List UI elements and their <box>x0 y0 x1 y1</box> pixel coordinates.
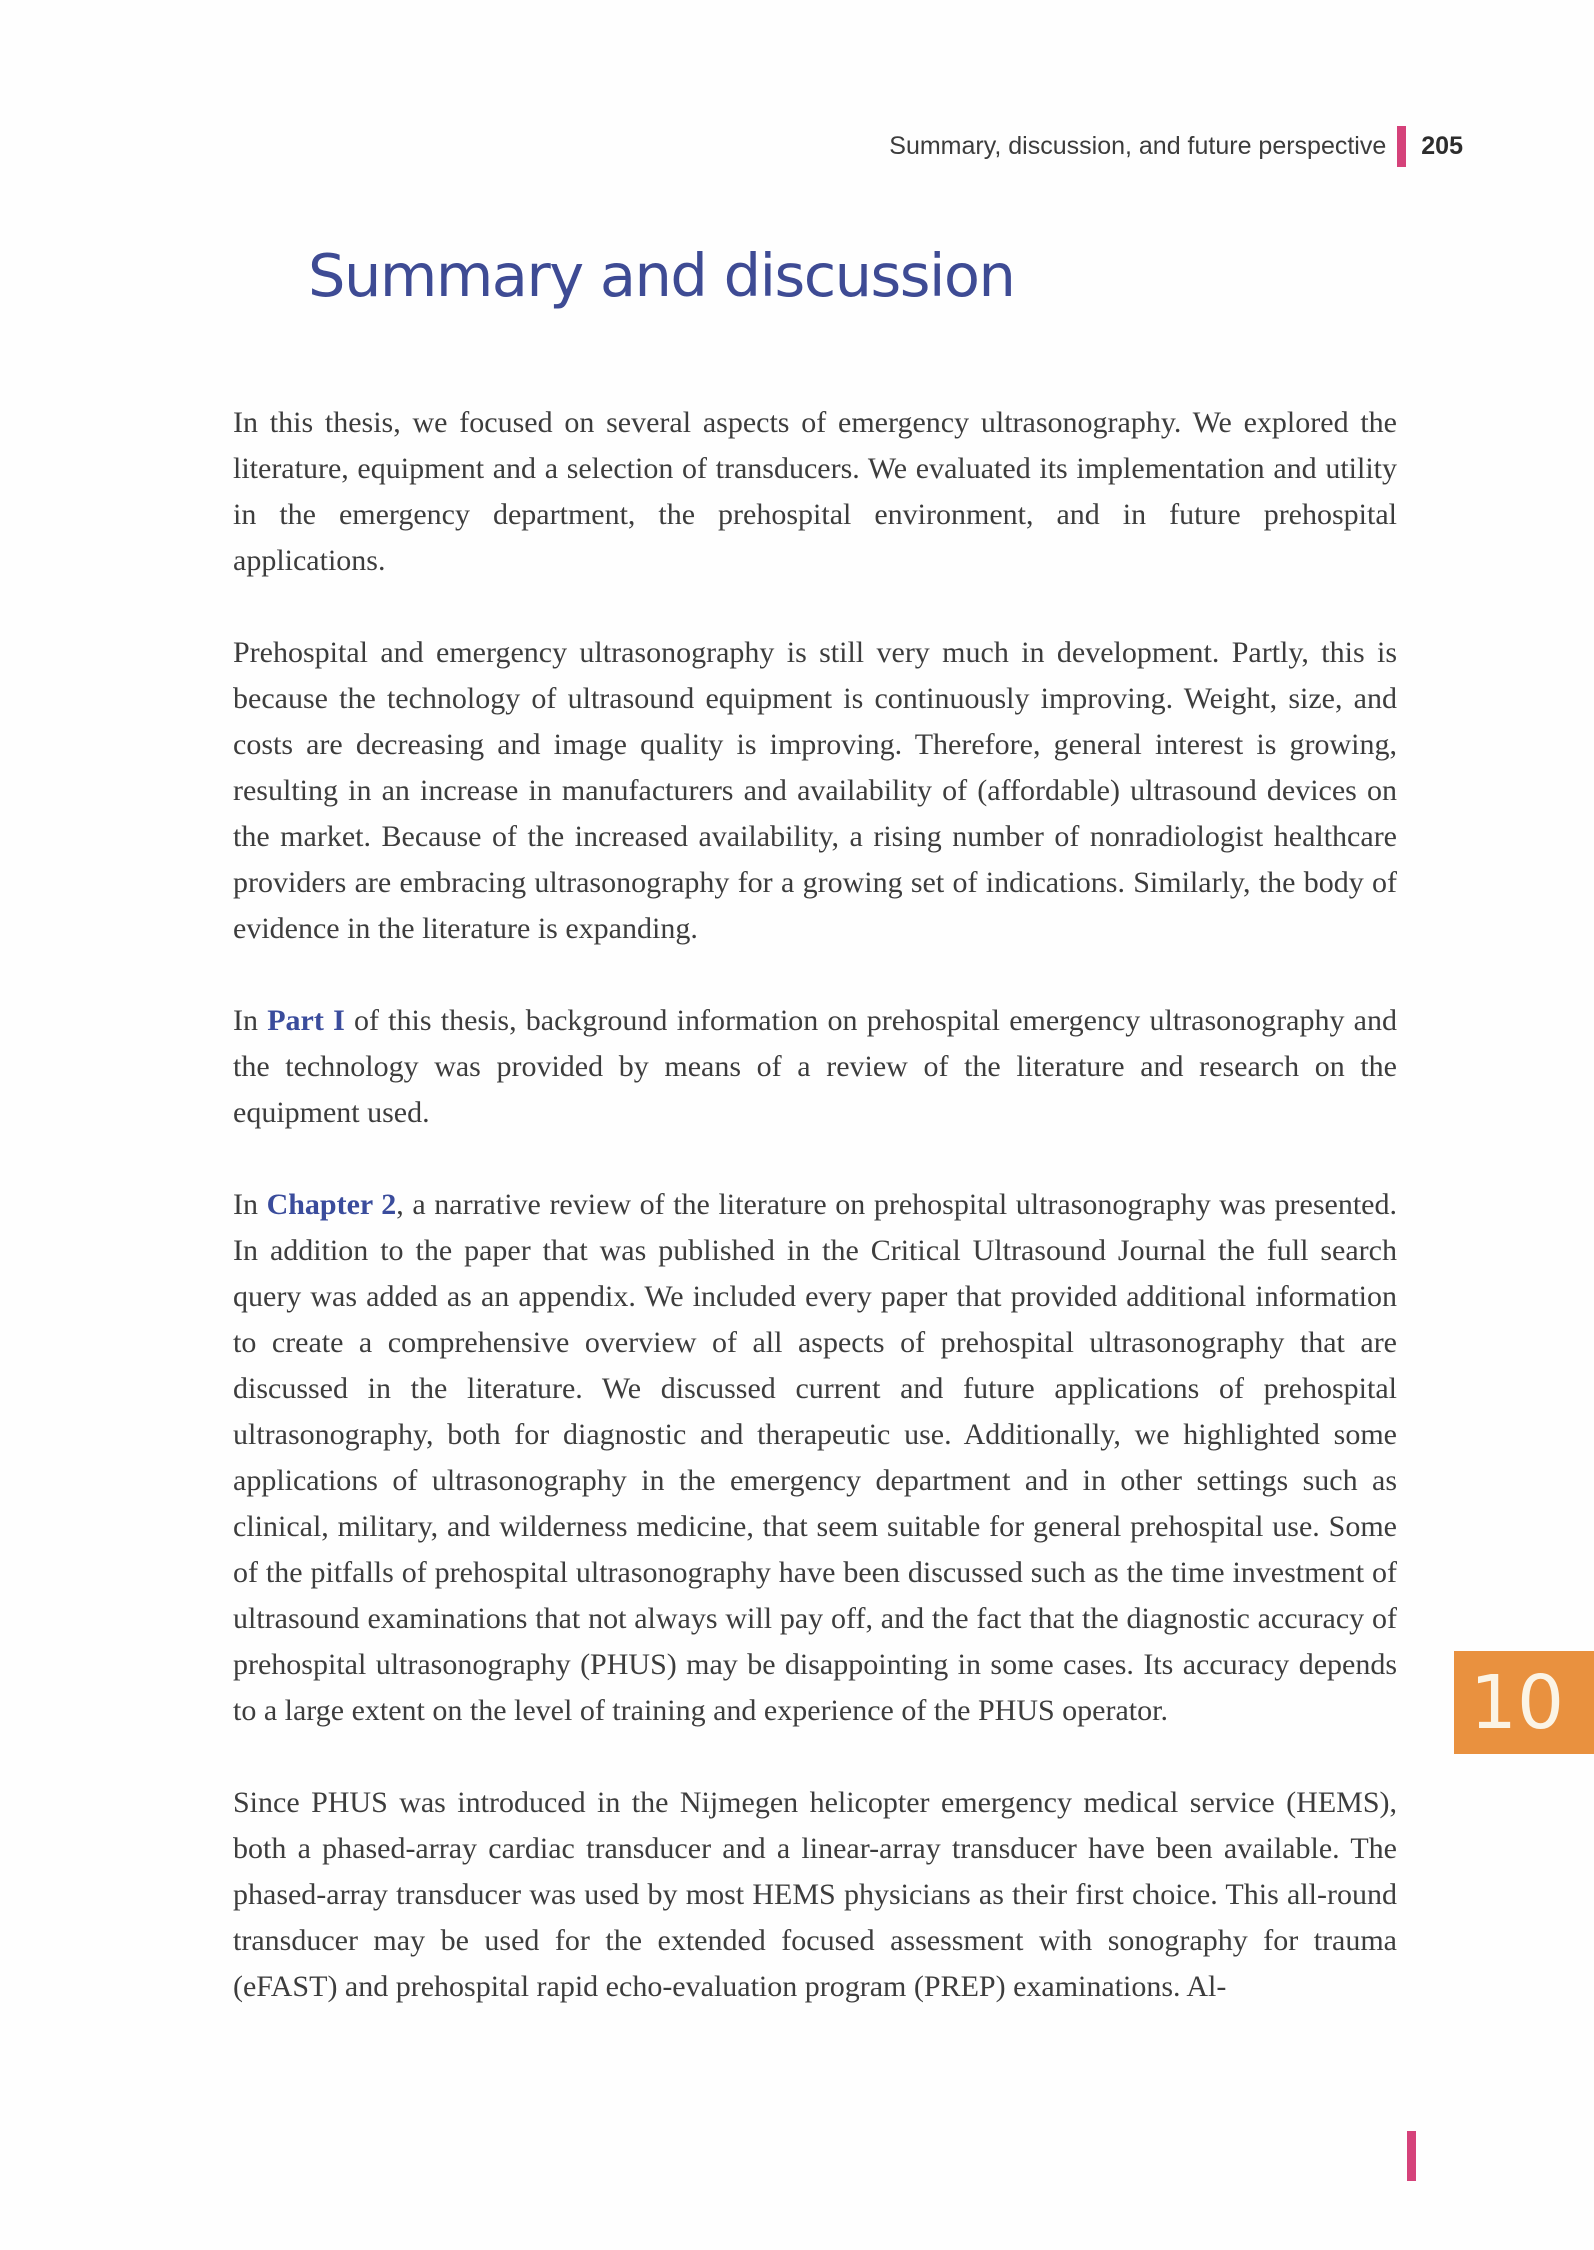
bottom-accent-bar <box>1407 2131 1416 2181</box>
chapter-2-reference: Chapter 2 <box>266 1188 397 1221</box>
header-accent-bar <box>1397 126 1406 167</box>
text-segment: In <box>233 1188 267 1221</box>
paragraph-chapter-2 <box>233 1182 1397 1734</box>
running-title: Summary, discussion, and future perspective <box>889 132 1387 160</box>
part-1-reference: Part I <box>267 1004 345 1037</box>
paragraph-phus-hems <box>233 1780 1397 2010</box>
text-segment: , a narrative review of the literature on prehospital ultrasonography was presented. In addition to the paper that was published in the Critical Ultrasound Journal the full search query was added as an appendix. We included every paper that provided additional information to create a comprehensive overview of all aspects of prehospital ultrasonography that are discussed in the literature. We discussed current and future applications of prehospital ultrasonography, both for diagnostic and therapeutic use. Additionally, we highlighted some applications of ultrasonography in the emergency department and in other settings such as clinical, military, and wilderness medicine, that seem suitable for general prehospital use. Some of the pitfalls of prehospital ultrasonography have been discussed such as the time investment of ultrasound examinations that not always will pay off, and the fact that the diagnostic accuracy of prehospital ultrasonography (PHUS) may be disappointing in some cases. Its accuracy depends to a large extent on the level of training and experience of the PHUS operator. <box>233 1188 1397 1727</box>
body-text <box>233 400 1397 2056</box>
text-segment: Prehospital and emergency ultrasonography is still very much in development. Partly, this is because the technology of ultrasound equipment is continuously improving. Weight, size, and costs are decreasing and image quality is improving. Therefore, general interest is growing, resulting in an increase in manufacturers and availability of (affordable) ultrasound devices on the market. Because of the increased availability, a rising number of nonradiologist healthcare providers are embracing ultrasonography for a growing set of indications. Similarly, the body of evidence in the literature is expanding. <box>233 636 1397 945</box>
text-segment: of this thesis, background information on prehospital emergency ultrasonography and the technology was provided by means of a review of the literature and research on the equipment used. <box>233 1004 1397 1129</box>
page-header <box>0 126 1463 167</box>
text-segment: In this thesis, we focused on several aspects of emergency ultrasonography. We explored the literature, equipment and a selection of transducers. We evaluated its implementation and utility in the emergency department, the prehospital environment, and in future prehospital applications. <box>233 406 1397 577</box>
paragraph-part-1 <box>233 998 1397 1136</box>
text-segment: In <box>233 1004 268 1037</box>
text-segment: Since PHUS was introduced in the Nijmegen helicopter emergency medical service (HEMS), both a phased-array cardiac transducer and a linear-array transducer have been available. The phased-array transducer was used by most HEMS physicians as their first choice. This all-round transducer may be used for the extended focused assessment with sonography for trauma (eFAST) and prehospital rapid echo-evaluation program (PREP) examinations. Al- <box>233 1786 1397 2003</box>
chapter-tab <box>1454 1651 1594 1754</box>
page-number: 205 <box>1421 132 1463 160</box>
paragraph-development <box>233 630 1397 952</box>
paragraph-intro <box>233 400 1397 584</box>
page-title: Summary and discussion <box>308 241 1015 310</box>
chapter-tab-number: 10 <box>1469 1659 1565 1746</box>
